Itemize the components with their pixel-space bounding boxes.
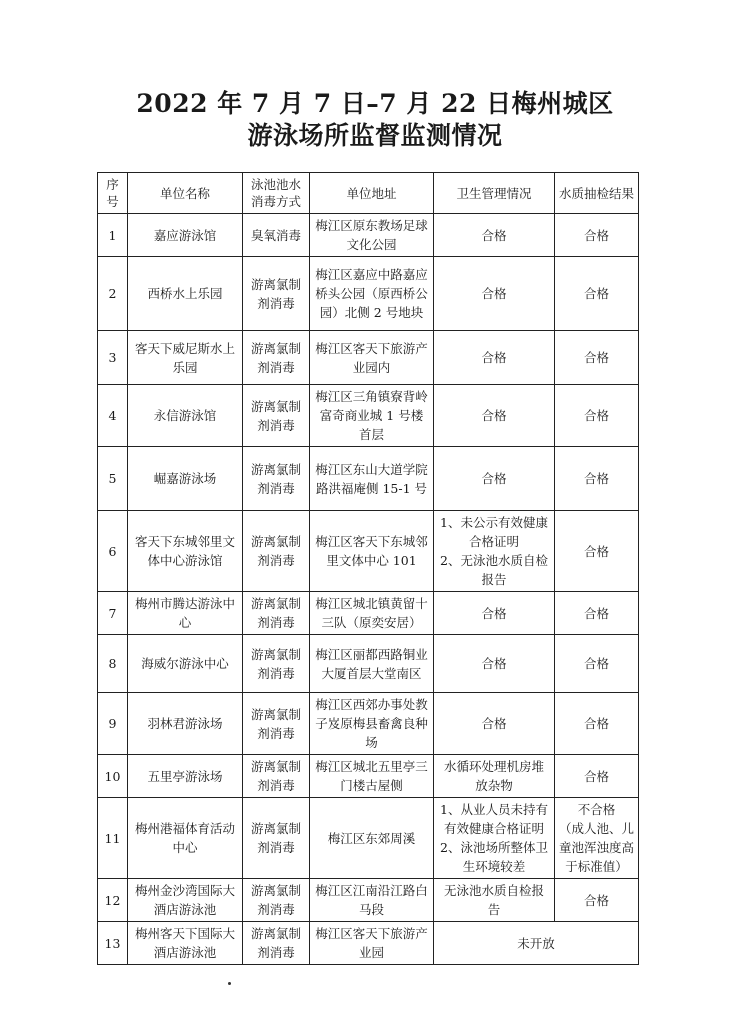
cell-no: 5: [98, 447, 128, 511]
header-address: 单位地址: [310, 173, 434, 214]
cell-name: 羽林君游泳场: [128, 693, 243, 755]
table-header-row: [98, 173, 639, 214]
header-name: 单位名称: [128, 173, 243, 214]
cell-water-result: 合格: [555, 257, 639, 331]
table-row: [98, 635, 639, 693]
table-row: [98, 879, 639, 922]
table-row: [98, 257, 639, 331]
header-water: 水质抽检结果: [555, 173, 639, 214]
header-hygiene: 卫生管理情况: [434, 173, 555, 214]
cell-no: 12: [98, 879, 128, 922]
cell-water-result: 合格: [555, 447, 639, 511]
cell-method: 游离氯制剂消毒: [243, 385, 310, 447]
table-row: [98, 592, 639, 635]
cell-name: 梅州港福体育活动中心: [128, 798, 243, 879]
cell-no: 6: [98, 511, 128, 592]
cell-hygiene: 合格: [434, 635, 555, 693]
cell-water-result: 合格: [555, 635, 639, 693]
cell-address: 梅江区三角镇寮背岭富奇商业城 1 号楼首层: [310, 385, 434, 447]
cell-name: 梅州市腾达游泳中心: [128, 592, 243, 635]
table-row: [98, 447, 639, 511]
scan-mark: [228, 982, 231, 985]
cell-name: 客天下东城邻里文体中心游泳馆: [128, 511, 243, 592]
cell-address: 梅江区城北镇黄留十三队（原奕安居）: [310, 592, 434, 635]
cell-name: 五里亭游泳场: [128, 755, 243, 798]
title-line-2: 游泳场所监督监测情况: [247, 121, 503, 150]
cell-hygiene: 合格: [434, 214, 555, 257]
cell-no: 2: [98, 257, 128, 331]
header-method: 泳池池水消毒方式: [243, 173, 310, 214]
cell-no: 8: [98, 635, 128, 693]
cell-water-result: 合格: [555, 879, 639, 922]
cell-no: 10: [98, 755, 128, 798]
cell-address: 梅江区东山大道学院路洪福庵侧 15-1 号: [310, 447, 434, 511]
cell-method: 游离氯制剂消毒: [243, 879, 310, 922]
table-row: [98, 385, 639, 447]
cell-status: 未开放: [434, 922, 639, 965]
cell-hygiene: 1、从业人员未持有有效健康合格证明 2、泳池场所整体卫生环境较差: [434, 798, 555, 879]
table-row: [98, 511, 639, 592]
table-row: [98, 922, 639, 965]
table-row: [98, 693, 639, 755]
cell-no: 7: [98, 592, 128, 635]
cell-no: 13: [98, 922, 128, 965]
cell-address: 梅江区客天下旅游产业园内: [310, 331, 434, 385]
cell-name: 西桥水上乐园: [128, 257, 243, 331]
table-row: [98, 331, 639, 385]
cell-method: 游离氯制剂消毒: [243, 755, 310, 798]
title-line-1: 2022 年 7 月 7 日–7 月 22 日梅州城区: [136, 89, 614, 118]
cell-method: 游离氯制剂消毒: [243, 592, 310, 635]
cell-hygiene: 1、未公示有效健康合格证明 2、无泳池水质自检报告: [434, 511, 555, 592]
cell-method: 游离氯制剂消毒: [243, 257, 310, 331]
cell-water-result: 合格: [555, 592, 639, 635]
cell-address: 梅江区东郊周溪: [310, 798, 434, 879]
cell-address: 梅江区城北五里亭三门楼古屋侧: [310, 755, 434, 798]
cell-method: 游离氯制剂消毒: [243, 798, 310, 879]
cell-water-result: 合格: [555, 214, 639, 257]
table-row: [98, 214, 639, 257]
cell-address: 梅江区原东教场足球文化公园: [310, 214, 434, 257]
cell-method: 游离氯制剂消毒: [243, 511, 310, 592]
cell-water-result: 合格: [555, 511, 639, 592]
cell-address: 梅江区丽都西路铜业大厦首层大堂南区: [310, 635, 434, 693]
cell-hygiene: 合格: [434, 385, 555, 447]
cell-address: 梅江区西郊办事处教子岌原梅县畜禽良种场: [310, 693, 434, 755]
cell-no: 9: [98, 693, 128, 755]
cell-no: 11: [98, 798, 128, 879]
table-row: [98, 798, 639, 879]
cell-no: 1: [98, 214, 128, 257]
cell-name: 梅州客天下国际大酒店游泳池: [128, 922, 243, 965]
cell-method: 游离氯制剂消毒: [243, 635, 310, 693]
cell-method: 游离氯制剂消毒: [243, 331, 310, 385]
cell-address: 梅江区江南沿江路白马段: [310, 879, 434, 922]
cell-no: 4: [98, 385, 128, 447]
cell-address: 梅江区客天下东城邻里文体中心 101: [310, 511, 434, 592]
cell-name: 客天下威尼斯水上乐园: [128, 331, 243, 385]
cell-name: 嘉应游泳馆: [128, 214, 243, 257]
cell-hygiene: 合格: [434, 257, 555, 331]
cell-method: 游离氯制剂消毒: [243, 693, 310, 755]
cell-hygiene: 合格: [434, 592, 555, 635]
cell-address: 梅江区嘉应中路嘉应桥头公园（原西桥公园）北侧 2 号地块: [310, 257, 434, 331]
header-no: 序号: [98, 173, 128, 214]
cell-name: 海威尔游泳中心: [128, 635, 243, 693]
cell-water-result: 合格: [555, 693, 639, 755]
cell-water-result: 合格: [555, 385, 639, 447]
cell-method: 游离氯制剂消毒: [243, 447, 310, 511]
cell-no: 3: [98, 331, 128, 385]
cell-method: 游离氯制剂消毒: [243, 922, 310, 965]
document-title: [0, 88, 750, 152]
cell-water-result: 合格: [555, 331, 639, 385]
cell-hygiene: 无泳池水质自检报告: [434, 879, 555, 922]
cell-method: 臭氧消毒: [243, 214, 310, 257]
cell-water-result: 合格: [555, 755, 639, 798]
cell-hygiene: 水循环处理机房堆放杂物: [434, 755, 555, 798]
cell-water-result: 不合格 （成人池、儿童池浑浊度高于标准值）: [555, 798, 639, 879]
cell-hygiene: 合格: [434, 447, 555, 511]
cell-hygiene: 合格: [434, 331, 555, 385]
cell-name: 梅州金沙湾国际大酒店游泳池: [128, 879, 243, 922]
cell-address: 梅江区客天下旅游产业园: [310, 922, 434, 965]
cell-hygiene: 合格: [434, 693, 555, 755]
inspection-table: [97, 172, 639, 965]
cell-name: 永信游泳馆: [128, 385, 243, 447]
cell-name: 崛嘉游泳场: [128, 447, 243, 511]
table-row: [98, 755, 639, 798]
